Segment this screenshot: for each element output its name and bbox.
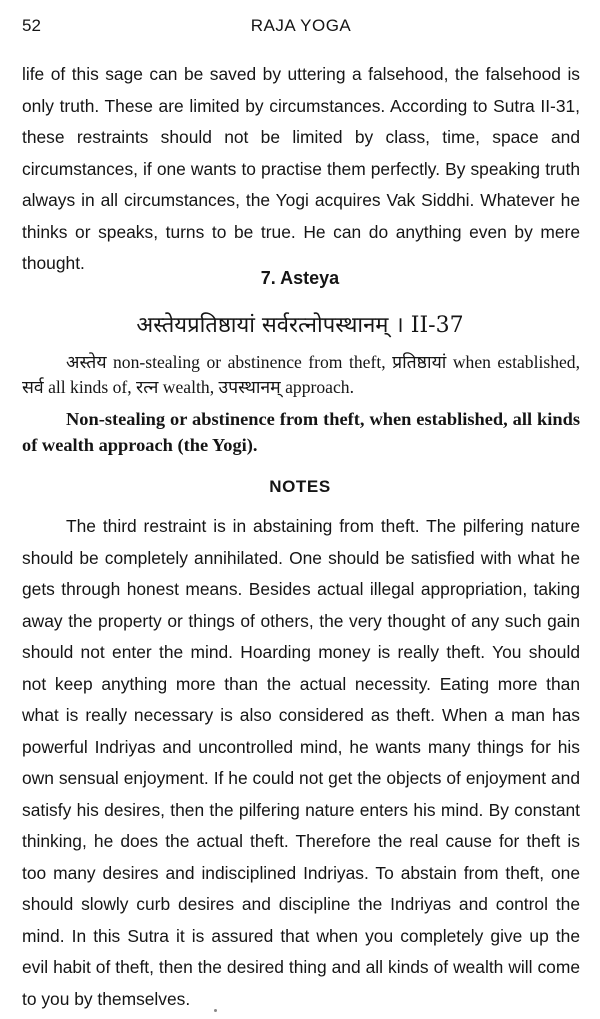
intro-paragraph: life of this sage can be saved by uttering a falsehood, the falsehood is only truth. These are limited by circumstances. According to Sutra II-31, these restraints should not be limited by class, time, space and circumstances, if one wants to practise them perfectly. By speaking truth always in all circumstances, the Yogi acquires Vak Siddhi. Whatever he thinks or speaks, turns to be true. He can do anything even by mere thought. [22, 64, 580, 273]
running-head: RAJA YOGA [250, 16, 352, 35]
word-gloss: अस्तेय non-stealing or abstinence from theft, प्रतिष्ठायां when established, सर्व all kinds of, रत्न wealth, उपस्थानम् approach. [22, 352, 580, 397]
notes-heading: NOTES [269, 477, 331, 496]
section-title: 7. Asteya [260, 268, 340, 288]
sutra-translation: Non-stealing or abstinence from theft, when established, all kinds of wealth approach (the Yogi). [22, 409, 580, 455]
notes-paragraph: The third restraint is in abstaining from theft. The pilfering nature should be completely annihilated. One should be satisfied with what he gets through honest means. Besides actual illegal appropriation, taking away the property or things of others, the very thought of any such gain should not enter the mind. Hoarding money is really theft. You should not keep anything more than the actual necessity. Eating more than what is really necessary is also considered as theft. When a man has powerful Indriyas and uncontrolled mind, he wants many things for his own sensual enjoyment. If he could not get the objects of enjoyment and satisfy his desires, then the pilfering nature enters his mind. By constant thinking, he does the actual theft. Therefore the real cause for theft is too many desires and indisciplined Indriyas. To abstain from theft, one should slowly curb desires and discipline the Indriyas and control the mind. In this Sutra it is assured that when you completely give up the evil habit of theft, then the desired thing and all kinds of wealth will come to you by themselves. [22, 516, 580, 1009]
sutra-devanagari: अस्तेयप्रतिष्ठायां सर्वरत्नोपस्थानम् । II-37 [136, 313, 464, 338]
print-speck [214, 1009, 217, 1012]
page-header [22, 16, 580, 40]
page-number: 52 [22, 16, 41, 35]
